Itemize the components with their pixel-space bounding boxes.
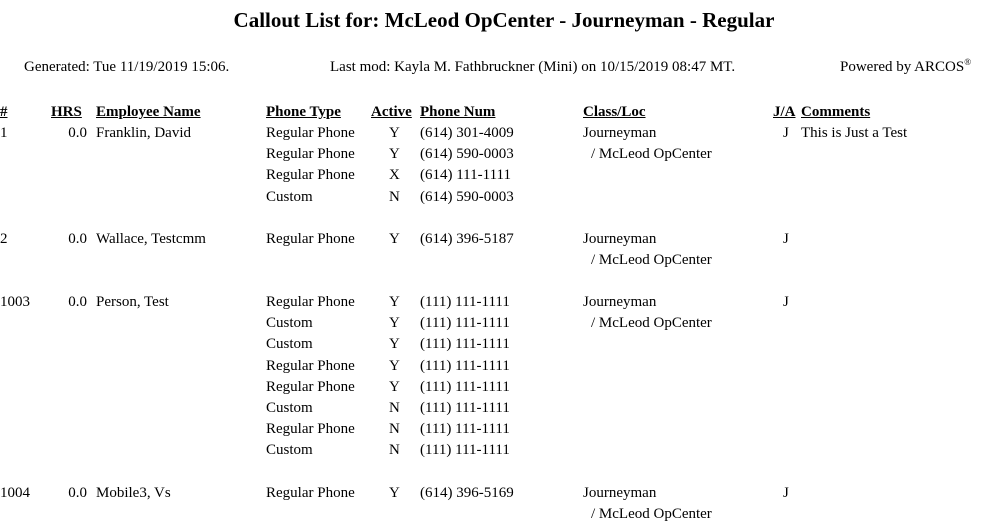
- phone-type: Custom: [266, 442, 313, 458]
- employee-hrs: 0.0: [68, 231, 87, 247]
- phone-type: Regular Phone: [266, 231, 355, 247]
- employee-ja: J: [783, 485, 789, 501]
- phone-active-flag: Y: [389, 379, 400, 395]
- phone-type: Custom: [266, 189, 313, 205]
- column-header-employee-name: Employee Name: [96, 104, 201, 120]
- employee-number: 1003: [0, 294, 30, 310]
- phone-number: (614) 396-5169: [420, 485, 514, 501]
- column-header-hrs: HRS: [51, 104, 82, 120]
- phone-active-flag: N: [389, 189, 400, 205]
- phone-active-flag: Y: [389, 485, 400, 501]
- column-header-phone-type: Phone Type: [266, 104, 341, 120]
- phone-type: Regular Phone: [266, 421, 355, 437]
- phone-number: (614) 111-1111: [420, 167, 511, 183]
- phone-active-flag: X: [389, 167, 400, 183]
- employee-hrs: 0.0: [68, 485, 87, 501]
- column-header-ja: J/A: [773, 104, 796, 120]
- phone-type: Regular Phone: [266, 146, 355, 162]
- phone-type: Custom: [266, 400, 313, 416]
- column-header-number: #: [0, 104, 8, 120]
- phone-number: (111) 111-1111: [420, 294, 510, 310]
- employee-hrs: 0.0: [68, 125, 87, 141]
- phone-type: Regular Phone: [266, 167, 355, 183]
- phone-active-flag: Y: [389, 294, 400, 310]
- phone-number: (111) 111-1111: [420, 336, 510, 352]
- employee-ja: J: [783, 231, 789, 247]
- phone-type: Regular Phone: [266, 125, 355, 141]
- phone-type: Custom: [266, 315, 313, 331]
- employee-name: Franklin, David: [96, 125, 191, 141]
- employee-location: / McLeod OpCenter: [591, 506, 712, 522]
- phone-type: Regular Phone: [266, 379, 355, 395]
- employee-location: / McLeod OpCenter: [591, 146, 712, 162]
- employee-number: 1004: [0, 485, 30, 501]
- employee-name: Mobile3, Vs: [96, 485, 171, 501]
- employee-location: / McLeod OpCenter: [591, 252, 712, 268]
- column-header-active: Active: [371, 104, 412, 120]
- phone-number: (111) 111-1111: [420, 421, 510, 437]
- employee-name: Person, Test: [96, 294, 169, 310]
- employee-ja: J: [783, 125, 789, 141]
- employee-hrs: 0.0: [68, 294, 87, 310]
- page-title: Callout List for: McLeod OpCenter - Journeyman - Regular: [233, 8, 775, 32]
- phone-type: Regular Phone: [266, 485, 355, 501]
- column-header-class-loc: Class/Loc: [583, 104, 646, 120]
- phone-active-flag: N: [389, 442, 400, 458]
- phone-active-flag: Y: [389, 146, 400, 162]
- phone-number: (111) 111-1111: [420, 315, 510, 331]
- employee-number: 1: [0, 125, 8, 141]
- column-header-phone-num: Phone Num: [420, 104, 496, 120]
- phone-number: (614) 590-0003: [420, 146, 514, 162]
- employee-class: Journeyman: [583, 485, 657, 501]
- phone-active-flag: Y: [389, 336, 400, 352]
- phone-active-flag: N: [389, 421, 400, 437]
- phone-active-flag: N: [389, 400, 400, 416]
- employee-class: Journeyman: [583, 125, 657, 141]
- column-header-comments: Comments: [801, 104, 871, 120]
- phone-number: (111) 111-1111: [420, 358, 510, 374]
- phone-number: (111) 111-1111: [420, 442, 510, 458]
- phone-active-flag: Y: [389, 358, 400, 374]
- phone-active-flag: Y: [389, 231, 400, 247]
- phone-type: Custom: [266, 336, 313, 352]
- employee-comments: This is Just a Test: [801, 125, 908, 141]
- phone-active-flag: Y: [389, 315, 400, 331]
- employee-ja: J: [783, 294, 789, 310]
- last-modified-info: Last mod: Kayla M. Fathbruckner (Mini) on 10/15/2019 08:47 MT.: [330, 59, 736, 75]
- employee-location: / McLeod OpCenter: [591, 315, 712, 331]
- registered-mark: ®: [964, 57, 972, 67]
- phone-number: (111) 111-1111: [420, 379, 510, 395]
- phone-number: (614) 301-4009: [420, 125, 514, 141]
- phone-type: Regular Phone: [266, 358, 355, 374]
- phone-type: Regular Phone: [266, 294, 355, 310]
- employee-number: 2: [0, 231, 8, 247]
- employee-class: Journeyman: [583, 294, 657, 310]
- employee-name: Wallace, Testcmm: [96, 231, 206, 247]
- phone-active-flag: Y: [389, 125, 400, 141]
- employee-class: Journeyman: [583, 231, 657, 247]
- phone-number: (614) 396-5187: [420, 231, 514, 247]
- powered-by-text: Powered by ARCOS: [840, 59, 965, 75]
- phone-number: (614) 590-0003: [420, 189, 514, 205]
- powered-by: [840, 58, 971, 76]
- generated-timestamp: Generated: Tue 11/19/2019 15:06.: [24, 59, 230, 75]
- phone-number: (111) 111-1111: [420, 400, 510, 416]
